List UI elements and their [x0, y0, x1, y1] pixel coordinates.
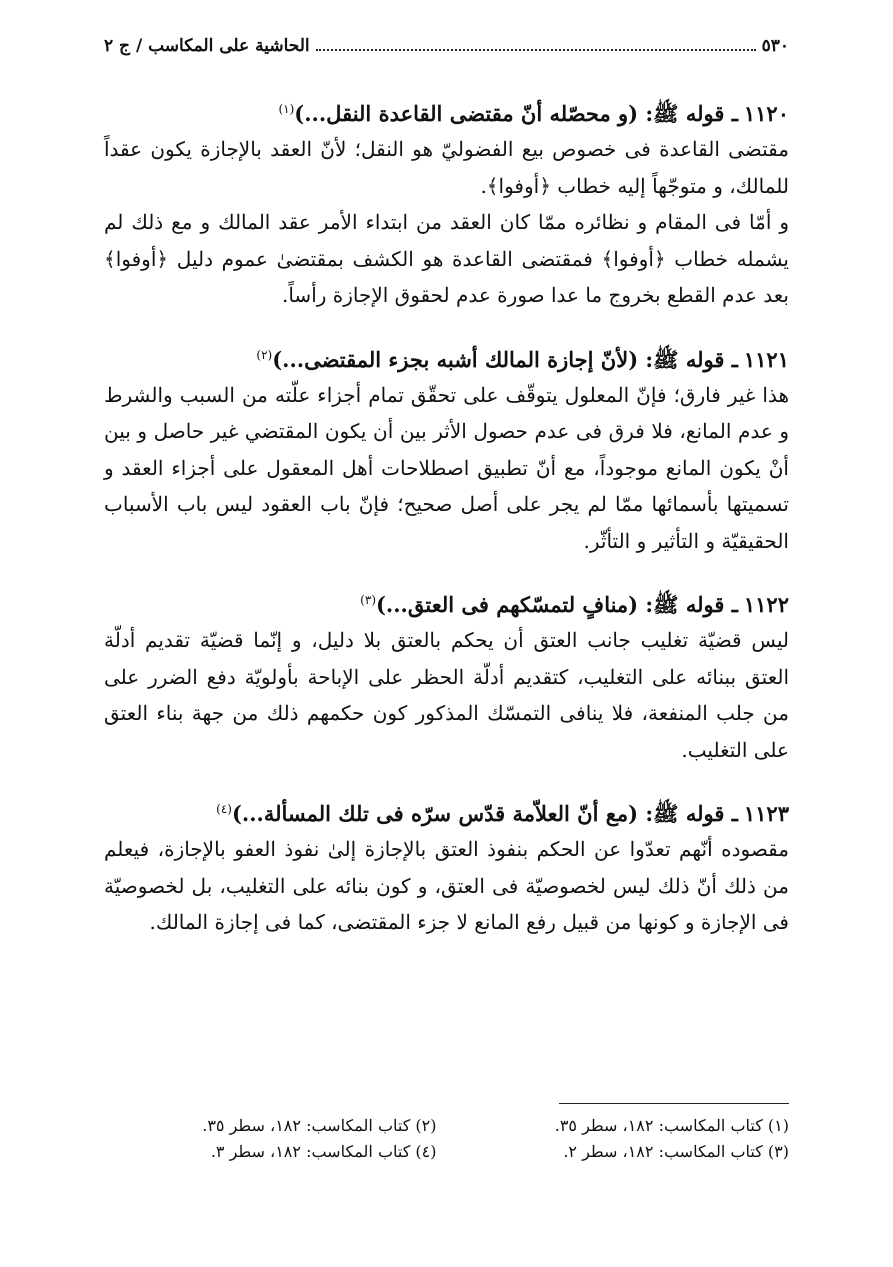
page-number: ٥٣٠	[761, 36, 789, 56]
running-header	[104, 34, 789, 58]
footnote-ref: (٢)	[256, 347, 273, 362]
footnote-3: (٣) كتاب المكاسب: ١٨٢، سطر ٢.	[563, 1142, 789, 1161]
section-number: ١١٢١	[743, 346, 789, 372]
footnote-4: (٤) كتاب المكاسب: ١٨٢، سطر ٣.	[210, 1142, 437, 1161]
section-body	[104, 831, 789, 941]
paragraph: ليس قضيّة تغليب جانب العتق أن يحكم بالعتق بلا دليل، و إنّما قضيّة تقديم أدلّة العتق ببنائه على التغليب، كتقديم أدلّة الحظر على الإباحة بأولويّة دفع الضرر على من جلب المنفعة، فلا ينافى التمسّك المذكور كون حكمهم ذلك من جهة بناء العتق على التغليب.	[104, 628, 789, 762]
section-1122	[104, 583, 789, 768]
section-body	[104, 377, 789, 560]
section-heading-text: ـ قوله ﷺ: (و محصّله أنّ مقتضى القاعدة النقل...)	[294, 101, 738, 126]
section-body	[104, 622, 789, 768]
section-heading	[104, 583, 789, 622]
section-heading-text: ـ قوله ﷺ: (مع أنّ العلاّمة قدّس سرّه فى تلك المسألة...)	[231, 801, 738, 826]
section-heading	[104, 792, 789, 831]
section-heading-text: ـ قوله ﷺ: (منافٍ لتمسّكهم فى العتق...)	[376, 592, 738, 617]
footnote-ref: (٤)	[216, 802, 232, 816]
footnote-ref: (٣)	[360, 593, 376, 607]
running-title: الحاشية على المكاسب / ج ٢	[104, 36, 310, 56]
section-heading-text: ـ قوله ﷺ: (لأنّ إجازة المالك أشبه بجزء المقتضى...)	[272, 346, 738, 372]
footnote-2: (٢) كتاب المكاسب: ١٨٢، سطر ٣٥.	[202, 1116, 437, 1135]
footnote-1: (١) كتاب المكاسب: ١٨٢، سطر ٣٥.	[554, 1116, 789, 1135]
section-1120	[104, 92, 789, 314]
paragraph: مقتضى القاعدة فى خصوص بيع الفضوليّ هو النقل؛ لأنّ العقد بالإجازة يكون عقداً للمالك، و متوجّهاً إليه خطاب ﴿أوفوا﴾.	[104, 137, 789, 198]
footnote-ref: (١)	[278, 102, 295, 116]
section-1121	[104, 338, 789, 560]
paragraph: هذا غير فارق؛ فإنّ المعلول يتوقّف على تحقّق تمام أجزاء علّته من السبب والشرط و عدم المانع، فلا فرق فى عدم حصول الأثر بين أن يكون المقتضي غير حاصل و بين أنْ يكون المانع موجوداً، مع أنّ تطبيق اصطلاحات أهل المعقول على أجزاء العقد و تسميتها بأسمائها ممّا لم يجر على أصل صحيح؛ فإنّ باب العقود ليس باب الأسباب الحقيقيّة و التأثير و التأثّر.	[104, 382, 789, 553]
section-number: ١١٢٣	[743, 801, 789, 826]
paragraph: و أمّا فى المقام و نظائره ممّا كان العقد من ابتداء الأمر عقد المالك و مع ذلك لم يشمله خطاب ﴿أوفوا﴾ فمقتضى القاعدة هو الكشف بمقتضىٰ عموم دليل ﴿أوفوا﴾ بعد عدم القطع بخروج ما عدا صورة عدم لحقوق الإجازة رأساً.	[104, 210, 789, 307]
footnote-rule	[559, 1103, 789, 1104]
section-heading	[104, 338, 789, 377]
header-leader-dots	[316, 35, 756, 51]
paragraph: مقصوده أنّهم تعدّوا عن الحكم بنفوذ العتق بالإجازة إلىٰ نفوذ العفو بالإجازة، فيعلم من ذلك أنّ ذلك ليس لخصوصيّة فى العتق، و كون بنائه على التغليب، بل لخصوصيّة فى الإجازة و كونها من قبيل رفع المانع لا جزء المقتضى، كما فى إجازة المالك.	[104, 837, 789, 934]
section-number: ١١٢٢	[743, 592, 789, 617]
section-body	[104, 131, 789, 314]
section-number: ١١٢٠	[743, 101, 789, 126]
section-1123	[104, 792, 789, 941]
section-heading	[104, 92, 789, 131]
footnotes	[104, 1103, 789, 1164]
footnote-list	[104, 1114, 789, 1164]
